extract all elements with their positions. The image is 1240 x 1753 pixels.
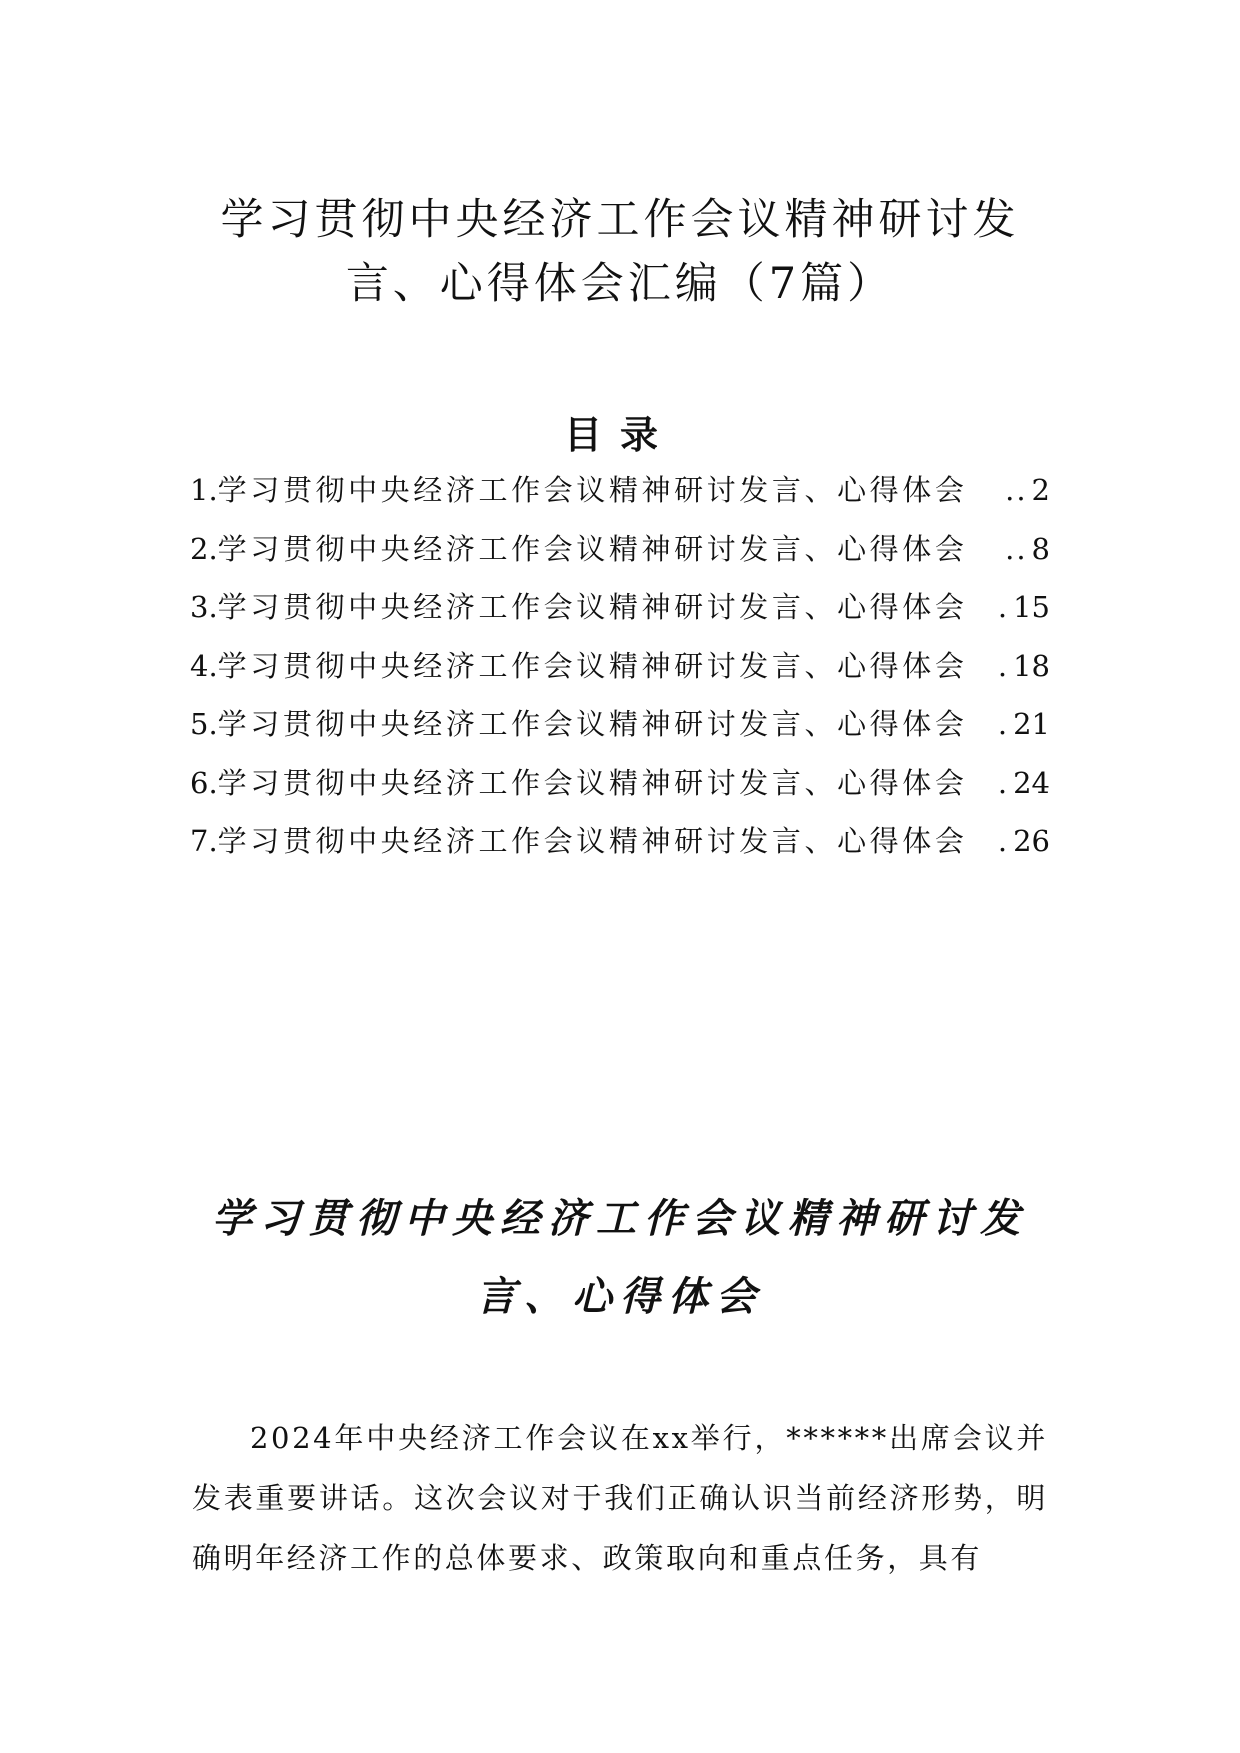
toc-item-leader: .	[997, 824, 1010, 858]
table-of-contents	[190, 468, 1050, 878]
toc-item-number: 3.	[190, 590, 218, 624]
toc-item-leader: .	[997, 707, 1010, 741]
toc-item-title: 学习贯彻中央经济工作会议精神研讨发言、心得体会	[217, 765, 968, 800]
toc-item-number: 7.	[190, 824, 218, 858]
toc-item-page: 8	[1031, 531, 1050, 566]
toc-item-page: 21	[1013, 707, 1050, 741]
toc-item-number: 4.	[190, 648, 218, 683]
toc-item-title: 学习贯彻中央经济工作会议精神研讨发言、心得体会	[217, 590, 968, 624]
toc-item[interactable]	[190, 644, 1050, 703]
toc-item-leader: .	[997, 590, 1010, 624]
toc-item-title: 学习贯彻中央经济工作会议精神研讨发言、心得体会	[217, 473, 968, 507]
toc-item-page: 15	[1013, 590, 1050, 624]
toc-item-page: 24	[1013, 765, 1050, 800]
toc-item-number: 6.	[190, 765, 218, 800]
article-title-line-2: 言、心得体会	[476, 1273, 764, 1320]
toc-item-leader: .	[997, 648, 1010, 683]
toc-item-title: 学习贯彻中央经济工作会议精神研讨发言、心得体会	[217, 824, 968, 858]
toc-heading: 目录	[563, 412, 676, 457]
article-title-line-1: 学习贯彻中央经济工作会议精神研讨发	[212, 1195, 1028, 1242]
toc-item[interactable]	[190, 585, 1050, 644]
toc-item-leader: ..	[1005, 531, 1028, 566]
toc-item-number: 2.	[190, 531, 218, 566]
toc-item[interactable]	[190, 702, 1050, 761]
toc-item-number: 1.	[190, 473, 218, 507]
article-paragraph: 2024年中央经济工作会议在xx举行，******出席会议并发表重要讲话。这次会议对于我们正确认识当前经济形势，明确明年经济工作的总体要求、政策取向和重点任务，具有	[192, 1421, 1048, 1575]
toc-item-leader: .	[997, 765, 1010, 800]
toc-item[interactable]	[190, 468, 1050, 527]
toc-item-title: 学习贯彻中央经济工作会议精神研讨发言、心得体会	[217, 648, 968, 683]
toc-item[interactable]	[190, 761, 1050, 820]
toc-item-leader: ..	[1005, 473, 1028, 507]
document-title-line-1: 学习贯彻中央经济工作会议精神研讨发	[220, 195, 1020, 245]
toc-item-title: 学习贯彻中央经济工作会议精神研讨发言、心得体会	[217, 531, 968, 566]
toc-item[interactable]	[190, 819, 1050, 878]
toc-item-number: 5.	[190, 707, 218, 741]
toc-item-title: 学习贯彻中央经济工作会议精神研讨发言、心得体会	[217, 707, 968, 741]
toc-item-page: 18	[1013, 648, 1050, 683]
document-title	[150, 188, 1090, 316]
toc-item-page: 2	[1031, 473, 1050, 507]
document-title-line-2: 言、心得体会汇编（7篇）	[345, 259, 895, 309]
article-title	[150, 1180, 1090, 1336]
toc-item-page: 26	[1013, 824, 1050, 858]
toc-item[interactable]	[190, 527, 1050, 586]
